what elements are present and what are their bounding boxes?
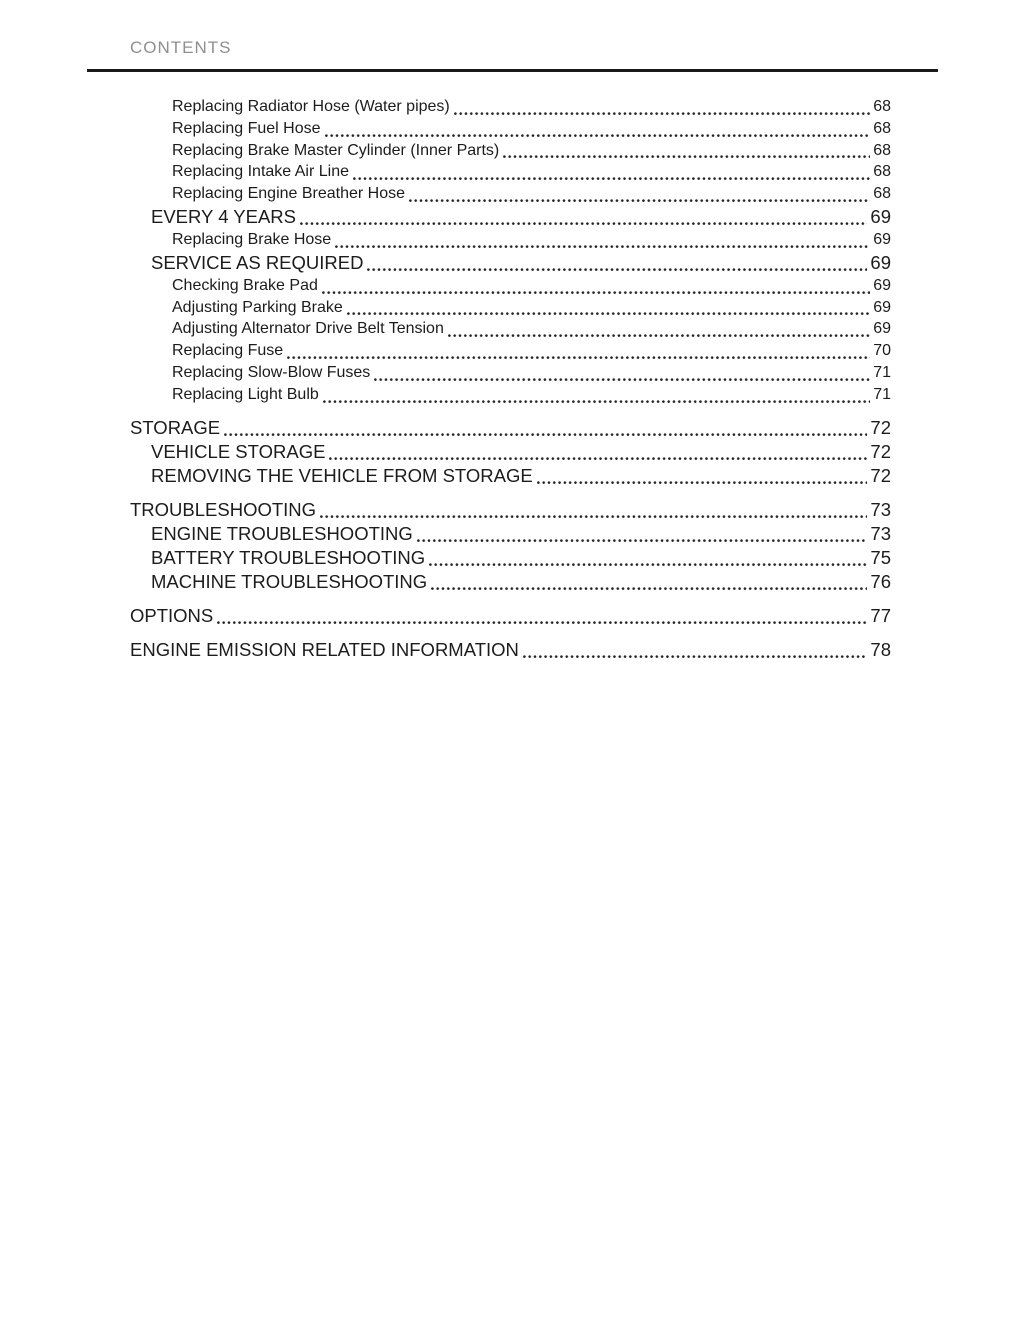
- toc-entry: [130, 118, 891, 140]
- dotted-leader: [454, 96, 870, 118]
- toc-entry-label: Checking Brake Pad: [172, 276, 318, 294]
- toc-entry-label: BATTERY TROUBLESHOOTING: [151, 546, 426, 568]
- toc-entry: [130, 297, 891, 319]
- page-header-title: CONTENTS: [130, 38, 232, 57]
- toc-list: [130, 96, 891, 662]
- dotted-leader: [300, 205, 867, 229]
- dotted-leader: [448, 318, 870, 340]
- toc-entry-page: 68: [873, 141, 891, 159]
- toc-entry-label: Replacing Brake Hose: [172, 230, 332, 248]
- toc-entry-label: Replacing Light Bulb: [172, 385, 319, 403]
- toc-entry-label: Replacing Slow-Blow Fuses: [172, 363, 371, 381]
- toc-entry-page: 72: [870, 464, 891, 486]
- dotted-leader: [503, 140, 870, 162]
- toc-entry-page: 77: [870, 604, 891, 626]
- toc-entry-page: 71: [873, 385, 891, 403]
- dotted-leader: [347, 297, 870, 319]
- toc-entry-label: Replacing Brake Master Cylinder (Inner Parts): [172, 141, 500, 159]
- toc-entry: [130, 604, 891, 628]
- dotted-leader: [329, 440, 867, 464]
- toc-entry: [130, 340, 891, 362]
- toc-entry-label: Replacing Fuse: [172, 342, 284, 360]
- toc-entry-label: REMOVING THE VEHICLE FROM STORAGE: [151, 464, 533, 486]
- dotted-leader: [374, 362, 870, 384]
- toc-entry: [130, 183, 891, 205]
- toc-entry-label: SERVICE AS REQUIRED: [151, 251, 364, 273]
- toc-entry-page: 69: [870, 251, 891, 273]
- toc-entry: [130, 416, 891, 440]
- toc-entry-label: TROUBLESHOOTING: [130, 498, 317, 520]
- toc-entry: [130, 275, 891, 297]
- dotted-leader: [429, 546, 867, 570]
- toc-entry-label: Replacing Radiator Hose (Water pipes): [172, 98, 450, 115]
- toc-entry: [130, 570, 891, 594]
- toc-entry-page: 69: [873, 320, 891, 338]
- dotted-leader: [217, 604, 867, 628]
- dotted-leader: [417, 522, 868, 546]
- toc-entry-label: Replacing Intake Air Line: [172, 163, 349, 181]
- toc-entry: [130, 522, 891, 546]
- dotted-leader: [322, 275, 870, 297]
- toc-entry-label: OPTIONS: [130, 604, 214, 626]
- toc-entry: [130, 362, 891, 384]
- header-rule: [87, 69, 938, 72]
- dotted-leader: [325, 118, 871, 140]
- toc-entry-label: EVERY 4 YEARS: [151, 205, 297, 227]
- toc-entry-label: VEHICLE STORAGE: [151, 440, 326, 462]
- toc-entry-page: 73: [870, 498, 891, 520]
- toc-entry-page: 68: [873, 98, 891, 115]
- toc-entry-label: ENGINE EMISSION RELATED INFORMATION: [130, 638, 519, 660]
- toc-entry-page: 69: [873, 276, 891, 294]
- toc-entry-label: STORAGE: [130, 416, 221, 438]
- toc-entry: [130, 96, 891, 118]
- toc-entry: [130, 440, 891, 464]
- toc-entry: [130, 251, 891, 275]
- toc-entry-label: Replacing Engine Breather Hose: [172, 185, 406, 203]
- dotted-leader: [335, 229, 870, 251]
- toc-entry: [130, 464, 891, 488]
- dotted-leader: [353, 161, 870, 183]
- toc-entry-page: 72: [870, 440, 891, 462]
- toc-entry-page: 76: [870, 570, 891, 592]
- toc-entry-page: 69: [870, 205, 891, 227]
- toc-entry: [130, 205, 891, 229]
- dotted-leader: [409, 183, 870, 205]
- toc-entry-page: 68: [873, 163, 891, 181]
- toc-entry-page: 70: [873, 342, 891, 360]
- toc-entry-page: 68: [873, 185, 891, 203]
- toc-entry-label: Replacing Fuel Hose: [172, 119, 321, 137]
- toc-entry-label: MACHINE TROUBLESHOOTING: [151, 570, 428, 592]
- toc-entry-label: Adjusting Alternator Drive Belt Tension: [172, 320, 444, 338]
- toc-entry: [130, 546, 891, 570]
- toc-entry: [130, 161, 891, 183]
- toc-entry-page: 68: [873, 119, 891, 137]
- toc-entry-page: 78: [870, 638, 891, 660]
- dotted-leader: [537, 464, 868, 488]
- dotted-leader: [224, 416, 867, 440]
- toc-entry-page: 69: [873, 230, 891, 248]
- toc-entry-label: Adjusting Parking Brake: [172, 298, 343, 316]
- toc-entry: [130, 318, 891, 340]
- dotted-leader: [367, 251, 867, 275]
- dotted-leader: [287, 340, 870, 362]
- toc-entry-page: 73: [870, 522, 891, 544]
- toc-entry: [130, 498, 891, 522]
- dotted-leader: [320, 498, 867, 522]
- toc-entry-page: 71: [873, 363, 891, 381]
- toc-entry-label: ENGINE TROUBLESHOOTING: [151, 522, 413, 544]
- toc-entry: [130, 638, 891, 662]
- toc-entry: [130, 384, 891, 406]
- toc-entry-page: 69: [873, 298, 891, 316]
- dotted-leader: [523, 638, 868, 662]
- toc-entry: [130, 140, 891, 162]
- toc-entry-page: 72: [870, 416, 891, 438]
- toc-entry-page: 75: [870, 546, 891, 568]
- dotted-leader: [431, 570, 867, 594]
- toc-entry: [130, 229, 891, 251]
- dotted-leader: [323, 384, 870, 406]
